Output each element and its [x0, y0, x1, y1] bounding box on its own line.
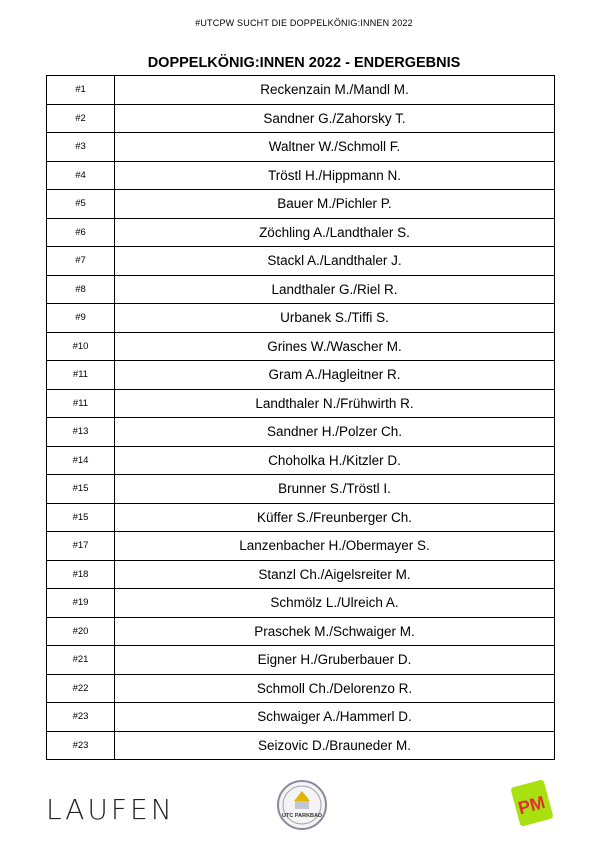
table-row	[47, 446, 555, 475]
rank-cell: #17	[47, 532, 115, 561]
rank-cell: #3	[47, 133, 115, 162]
table-row	[47, 617, 555, 646]
table-row	[47, 133, 555, 162]
team-name-cell: Brunner S./Tröstl I.	[115, 475, 555, 504]
document-title: DOPPELKÖNIG:INNEN 2022 - ENDERGEBNIS	[147, 55, 461, 71]
rank-cell: #15	[47, 503, 115, 532]
table-row	[47, 304, 555, 333]
team-name-cell: Waltner W./Schmoll F.	[115, 133, 555, 162]
rank-cell: #9	[47, 304, 115, 333]
table-row	[47, 218, 555, 247]
rank-cell: #19	[47, 589, 115, 618]
team-name-cell: Landthaler N./Frühwirth R.	[115, 389, 555, 418]
table-row	[47, 560, 555, 589]
table-row	[47, 190, 555, 219]
footer-logos	[0, 775, 608, 845]
table-row	[47, 104, 555, 133]
team-name-cell: Lanzenbacher H./Obermayer S.	[115, 532, 555, 561]
team-name-cell: Küffer S./Freunberger Ch.	[115, 503, 555, 532]
team-name-cell: Landthaler G./Riel R.	[115, 275, 555, 304]
team-name-cell: Sandner G./Zahorsky T.	[115, 104, 555, 133]
pm-logo-icon	[509, 779, 555, 829]
table-row	[47, 332, 555, 361]
team-name-cell: Tröstl H./Hippmann N.	[115, 161, 555, 190]
rank-cell: #13	[47, 418, 115, 447]
team-name-cell: Schmoll Ch./Delorenzo R.	[115, 674, 555, 703]
results-table	[46, 75, 555, 760]
rank-cell: #7	[47, 247, 115, 276]
team-name-cell: Schwaiger A./Hammerl D.	[115, 703, 555, 732]
rank-cell: #23	[47, 731, 115, 760]
laufen-logo-text: LAUFEN	[46, 793, 175, 826]
table-row	[47, 418, 555, 447]
team-name-cell: Gram A./Hagleitner R.	[115, 361, 555, 390]
document-header: #UTCPW SUCHT DIE DOPPELKÖNIG:INNEN 2022	[195, 18, 413, 28]
pm-logo-text: PM	[515, 792, 548, 819]
table-row	[47, 731, 555, 760]
team-name-cell: Bauer M./Pichler P.	[115, 190, 555, 219]
table-row	[47, 247, 555, 276]
table-row	[47, 161, 555, 190]
rank-cell: #21	[47, 646, 115, 675]
rank-cell: #11	[47, 389, 115, 418]
table-row	[47, 475, 555, 504]
table-row	[47, 589, 555, 618]
rank-cell: #1	[47, 76, 115, 105]
table-row	[47, 503, 555, 532]
table-row	[47, 674, 555, 703]
rank-cell: #11	[47, 361, 115, 390]
utc-parkbad-badge-icon	[276, 779, 328, 831]
team-name-cell: Schmölz L./Ulreich A.	[115, 589, 555, 618]
rank-cell: #14	[47, 446, 115, 475]
table-row	[47, 275, 555, 304]
table-row	[47, 76, 555, 105]
rank-cell: #4	[47, 161, 115, 190]
rank-cell: #22	[47, 674, 115, 703]
team-name-cell: Seizovic D./Brauneder M.	[115, 731, 555, 760]
table-row	[47, 532, 555, 561]
team-name-cell: Choholka H./Kitzler D.	[115, 446, 555, 475]
table-row	[47, 361, 555, 390]
team-name-cell: Grines W./Wascher M.	[115, 332, 555, 361]
rank-cell: #20	[47, 617, 115, 646]
team-name-cell: Praschek M./Schwaiger M.	[115, 617, 555, 646]
team-name-cell: Stanzl Ch./Aigelsreiter M.	[115, 560, 555, 589]
rank-cell: #15	[47, 475, 115, 504]
team-name-cell: Eigner H./Gruberbauer D.	[115, 646, 555, 675]
laufen-logo	[46, 793, 175, 826]
team-name-cell: Zöchling A./Landthaler S.	[115, 218, 555, 247]
rank-cell: #5	[47, 190, 115, 219]
rank-cell: #10	[47, 332, 115, 361]
table-row	[47, 646, 555, 675]
rank-cell: #6	[47, 218, 115, 247]
badge-text: UTC PARKBAD	[282, 813, 322, 819]
table-row	[47, 389, 555, 418]
team-name-cell: Stackl A./Landthaler J.	[115, 247, 555, 276]
team-name-cell: Sandner H./Polzer Ch.	[115, 418, 555, 447]
rank-cell: #2	[47, 104, 115, 133]
rank-cell: #8	[47, 275, 115, 304]
table-row	[47, 703, 555, 732]
team-name-cell: Urbanek S./Tiffi S.	[115, 304, 555, 333]
team-name-cell: Reckenzain M./Mandl M.	[115, 76, 555, 105]
rank-cell: #18	[47, 560, 115, 589]
rank-cell: #23	[47, 703, 115, 732]
